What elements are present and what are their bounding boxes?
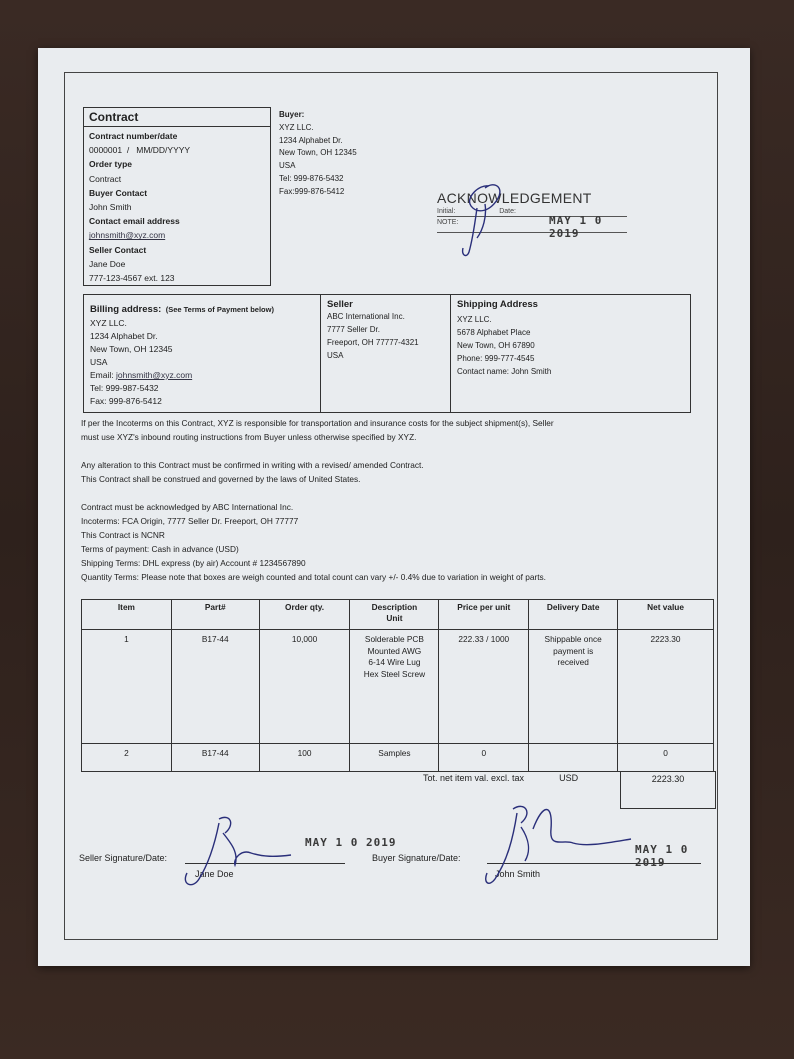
shipping-line: XYZ LLC. [457,315,492,324]
description-line: Hex Steel Screw [363,668,426,679]
terms-section [81,416,721,584]
buyer-line: 1234 Alphabet Dr. [279,135,343,145]
column-header: Order qty. [259,600,350,630]
total-label: Tot. net item val. excl. tax [423,773,525,783]
seller-line: 7777 Seller Dr. [327,325,380,334]
billing-label: Billing address: [90,304,162,315]
buyer-line: USA [279,161,296,171]
initials-signature-icon [455,178,511,260]
seller-date-stamp: MAY 1 0 2019 [305,836,397,849]
delivery-line: received [557,657,589,667]
buyer-signature-label: Buyer Signature/Date: [372,853,461,863]
total-row [423,773,578,783]
address-table [83,294,691,413]
billing-tel: Tel: 999-987-5432 [90,383,159,393]
total-value: 2223.30 [651,774,685,784]
acknowledgement-title: ACKNOWLEDGEMENT [437,190,592,206]
description-cell [350,630,439,744]
ncnr-clause: This Contract is NCNR [81,530,165,540]
description-cell: Samples [350,744,439,772]
description-header: Description [371,602,418,612]
buyer-contact-label: Buyer Contact [89,187,148,198]
delivery-cell [529,744,618,772]
buyer-line: Fax:999-876-5412 [279,186,345,196]
shipping-address [450,295,690,412]
total-value-box [620,771,716,809]
delivery-cell [529,630,618,744]
price-cell: 222.33 / 1000 [439,630,529,744]
buyer-line: Tel: 999-876-5432 [279,173,344,183]
buyer-line: New Town, OH 12345 [279,148,357,158]
date-label: Date: [499,208,516,215]
qty-cell: 10,000 [259,630,350,744]
price-cell: 0 [439,744,529,772]
seller-name: Jane Doe [195,869,234,879]
quantity-terms: Quantity Terms: Please note that boxes are weigh counted and total count can vary +/- 0.4% due to variation in weight of parts. [81,572,546,582]
billing-line: New Town, OH 12345 [90,344,173,354]
contract-document [38,48,750,966]
description-line: Mounted AWG [367,645,422,656]
seller-address [320,295,450,412]
shipping-terms: Shipping Terms: DHL express (by air) Account # 1234567890 [81,558,306,568]
order-type-label: Order type [89,159,132,170]
seller-contact-name: Jane Doe [89,258,126,269]
billing-line: 1234 Alphabet Dr. [90,331,158,341]
part-cell: B17-44 [171,744,259,772]
shipping-label: Shipping Address [457,299,538,310]
delivery-line: payment is [553,645,594,656]
billing-email-link[interactable]: johnsmith@xyz.com [115,370,193,380]
column-header: Delivery Date [529,600,618,630]
contract-title: Contract [84,108,270,127]
billing-line: USA [90,357,108,367]
contract-number-label: Contract number/date [89,131,178,141]
seller-line: USA [327,351,344,360]
description-line: Solderable PCB [364,634,424,644]
acknowledgement-stamp [437,190,627,244]
column-header: Net value [618,600,714,630]
page-border [64,72,718,940]
incoterms-clause: Incoterms: FCA Origin, 7777 Seller Dr. Freeport, OH 77777 [81,516,299,526]
buyer-contact-value: John Smith [89,202,132,213]
order-type-value: Contract [89,173,122,184]
seller-label: Seller [327,299,353,310]
note-label: NOTE: [437,219,459,226]
seller-signature-icon [179,813,299,893]
payment-terms: Terms of payment: Cash in advance (USD) [81,544,239,554]
unit-header: Unit [386,613,403,623]
incoterms-note-line: If per the Incoterms on this Contract, XYZ is responsible for transportation and insurance costs for the subject shipment(s), Seller [81,418,554,428]
buyer-name: John Smith [495,869,541,879]
net-value-cell: 0 [618,744,714,772]
billing-email-prefix: Email: [90,370,116,380]
total-currency: USD [559,773,579,783]
column-header [350,600,439,630]
column-header: Price per unit [439,600,529,630]
part-cell: B17-44 [171,630,259,744]
contract-info-box [83,107,271,286]
buyer-label: Buyer: [279,110,305,119]
seller-contact-phone: 777-123-4567 ext. 123 [89,273,175,284]
column-header: Item [82,600,172,630]
billing-line: XYZ LLC. [90,318,127,328]
description-line: 6-14 Wire Lug [368,657,421,667]
shipping-line: Phone: 999-777-4545 [457,354,535,363]
acknowledgement-date-stamp: MAY 1 0 2019 [549,214,603,240]
incoterms-note-line: must use XYZ's inbound routing instructions from Buyer unless otherwise specified by XYZ. [81,432,417,442]
billing-address [84,295,320,412]
table-header-row [82,600,714,630]
column-header: Part# [171,600,259,630]
seller-line: Freeport, OH 77777-4321 [327,338,419,347]
contact-email-link[interactable]: johnsmith@xyz.com [89,230,166,241]
governing-law-clause: This Contract shall be construed and governed by the laws of United States. [81,474,361,484]
items-table [81,599,714,772]
table-row [82,630,714,744]
seller-line: ABC International Inc. [327,312,405,321]
net-value-cell: 2223.30 [618,630,714,744]
item-cell: 1 [82,630,172,744]
contract-number-value: 0000001 / MM/DD/YYYY [89,145,191,156]
initial-label: Initial: [437,208,456,215]
shipping-line: New Town, OH 67890 [457,341,535,350]
delivery-line: Shippable once [544,634,602,644]
contact-email-label: Contact email address [89,216,180,227]
buyer-block [279,109,357,199]
table-row [82,744,714,772]
ack-required-clause: Contract must be acknowledged by ABC International Inc. [81,502,294,512]
qty-cell: 100 [259,744,350,772]
shipping-line: Contact name: John Smith [457,367,552,376]
alteration-clause: Any alteration to this Contract must be confirmed in writing with a revised/ amended Contract. [81,460,424,470]
seller-contact-label: Seller Contact [89,244,147,255]
buyer-signature-icon [483,799,633,893]
buyer-date-stamp: MAY 1 0 2019 [635,843,689,869]
buyer-line: XYZ LLC. [279,122,314,132]
billing-note: (See Terms of Payment below) [165,305,274,314]
item-cell: 2 [82,744,172,772]
shipping-line: 5678 Alphabet Place [457,328,531,337]
seller-signature-label: Seller Signature/Date: [79,853,168,863]
billing-fax: Fax: 999-876-5412 [90,396,162,406]
